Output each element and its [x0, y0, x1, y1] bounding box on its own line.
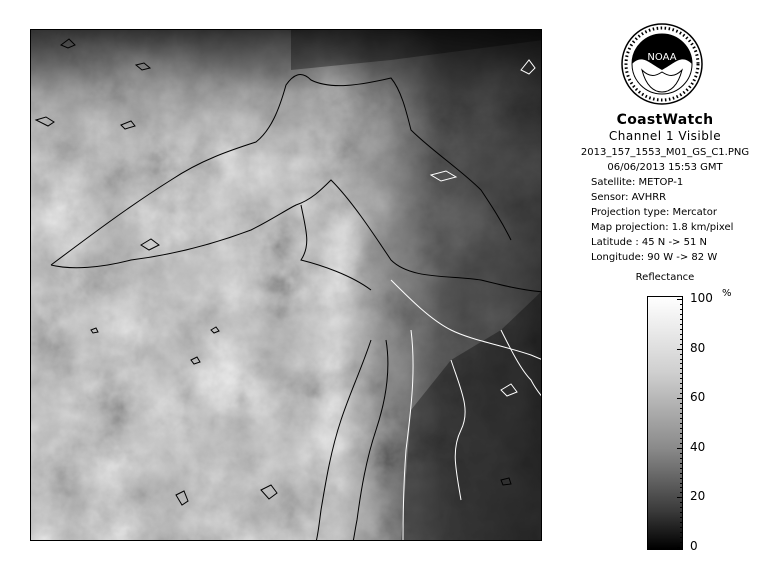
colorbar-tick-label: 60	[690, 390, 706, 405]
latitude-label: Latitude : 45 N -> 51 N	[591, 237, 707, 248]
colorbar-unit: %	[722, 288, 732, 299]
noaa-logo	[620, 18, 704, 110]
colorbar-minor-tick	[680, 527, 683, 528]
colorbar-minor-tick	[680, 383, 683, 384]
colorbar-minor-tick	[680, 458, 683, 459]
colorbar-minor-tick	[680, 433, 683, 434]
colorbar-minor-tick	[680, 507, 683, 508]
app-title: CoastWatch	[616, 112, 714, 128]
colorbar-minor-tick	[680, 463, 683, 464]
colorbar-major-tick	[677, 349, 683, 350]
colorbar-minor-tick	[680, 324, 683, 325]
satellite-label: Satellite: METOP-1	[591, 177, 684, 188]
colorbar-minor-tick	[680, 334, 683, 335]
colorbar-minor-tick	[680, 517, 683, 518]
reflectance-colorbar	[647, 296, 683, 550]
colorbar-minor-tick	[680, 532, 683, 533]
colorbar-major-tick	[677, 448, 683, 449]
colorbar-major-tick	[677, 497, 683, 498]
colorbar-tick-label: 100	[690, 291, 713, 305]
colorbar-major-tick	[677, 299, 683, 300]
colorbar-minor-tick	[680, 483, 683, 484]
colorbar-minor-tick	[680, 408, 683, 409]
colorbar-minor-tick	[680, 492, 683, 493]
colorbar-minor-tick	[680, 468, 683, 469]
projection-type-label: Projection type: Mercator	[591, 207, 717, 218]
colorbar-minor-tick	[680, 363, 683, 364]
colorbar-title: Reflectance	[635, 272, 695, 283]
colorbar-tick-label: 40	[690, 439, 706, 454]
colorbar-minor-tick	[680, 473, 683, 474]
colorbar-minor-tick	[680, 438, 683, 439]
colorbar-minor-tick	[680, 339, 683, 340]
colorbar-minor-tick	[680, 542, 683, 543]
colorbar-minor-tick	[680, 418, 683, 419]
colorbar-minor-tick	[680, 359, 683, 360]
colorbar-minor-tick	[680, 354, 683, 355]
colorbar-minor-tick	[680, 309, 683, 310]
colorbar-minor-tick	[680, 314, 683, 315]
noaa-logo-text: NOAA	[647, 52, 677, 63]
colorbar-minor-tick	[680, 329, 683, 330]
colorbar-minor-tick	[680, 413, 683, 414]
colorbar-major-tick	[677, 398, 683, 399]
colorbar-minor-tick	[680, 502, 683, 503]
colorbar-minor-tick	[680, 373, 683, 374]
colorbar-tick-label: 0	[690, 539, 698, 553]
longitude-label: Longitude: 90 W -> 82 W	[591, 252, 718, 263]
noaa-logo-icon	[620, 18, 704, 110]
map-projection-label: Map projection: 1.8 km/pixel	[591, 222, 734, 233]
sensor-label: Sensor: AVHRR	[591, 192, 667, 203]
satellite-imagery-canvas	[31, 30, 542, 541]
colorbar-minor-tick	[680, 443, 683, 444]
colorbar-minor-tick	[680, 537, 683, 538]
colorbar-minor-tick	[680, 393, 683, 394]
colorbar-minor-tick	[680, 512, 683, 513]
colorbar-minor-tick	[680, 428, 683, 429]
datetime: 06/06/2013 15:53 GMT	[607, 162, 723, 173]
colorbar-minor-tick	[680, 522, 683, 523]
colorbar-tick-label: 80	[690, 340, 706, 355]
colorbar-minor-tick	[680, 487, 683, 488]
satellite-image	[30, 29, 542, 541]
colorbar-minor-tick	[680, 453, 683, 454]
colorbar-major-tick	[677, 547, 683, 548]
colorbar-minor-tick	[680, 344, 683, 345]
filename: 2013_157_1553_M01_GS_C1.PNG	[580, 147, 750, 158]
channel-label: Channel 1 Visible	[608, 129, 722, 143]
colorbar-minor-tick	[680, 403, 683, 404]
colorbar-minor-tick	[680, 378, 683, 379]
colorbar-minor-tick	[680, 368, 683, 369]
colorbar-minor-tick	[680, 304, 683, 305]
colorbar-minor-tick	[680, 478, 683, 479]
colorbar-minor-tick	[680, 388, 683, 389]
colorbar-minor-tick	[680, 319, 683, 320]
colorbar-minor-tick	[680, 423, 683, 424]
colorbar-tick-label: 20	[690, 489, 706, 504]
